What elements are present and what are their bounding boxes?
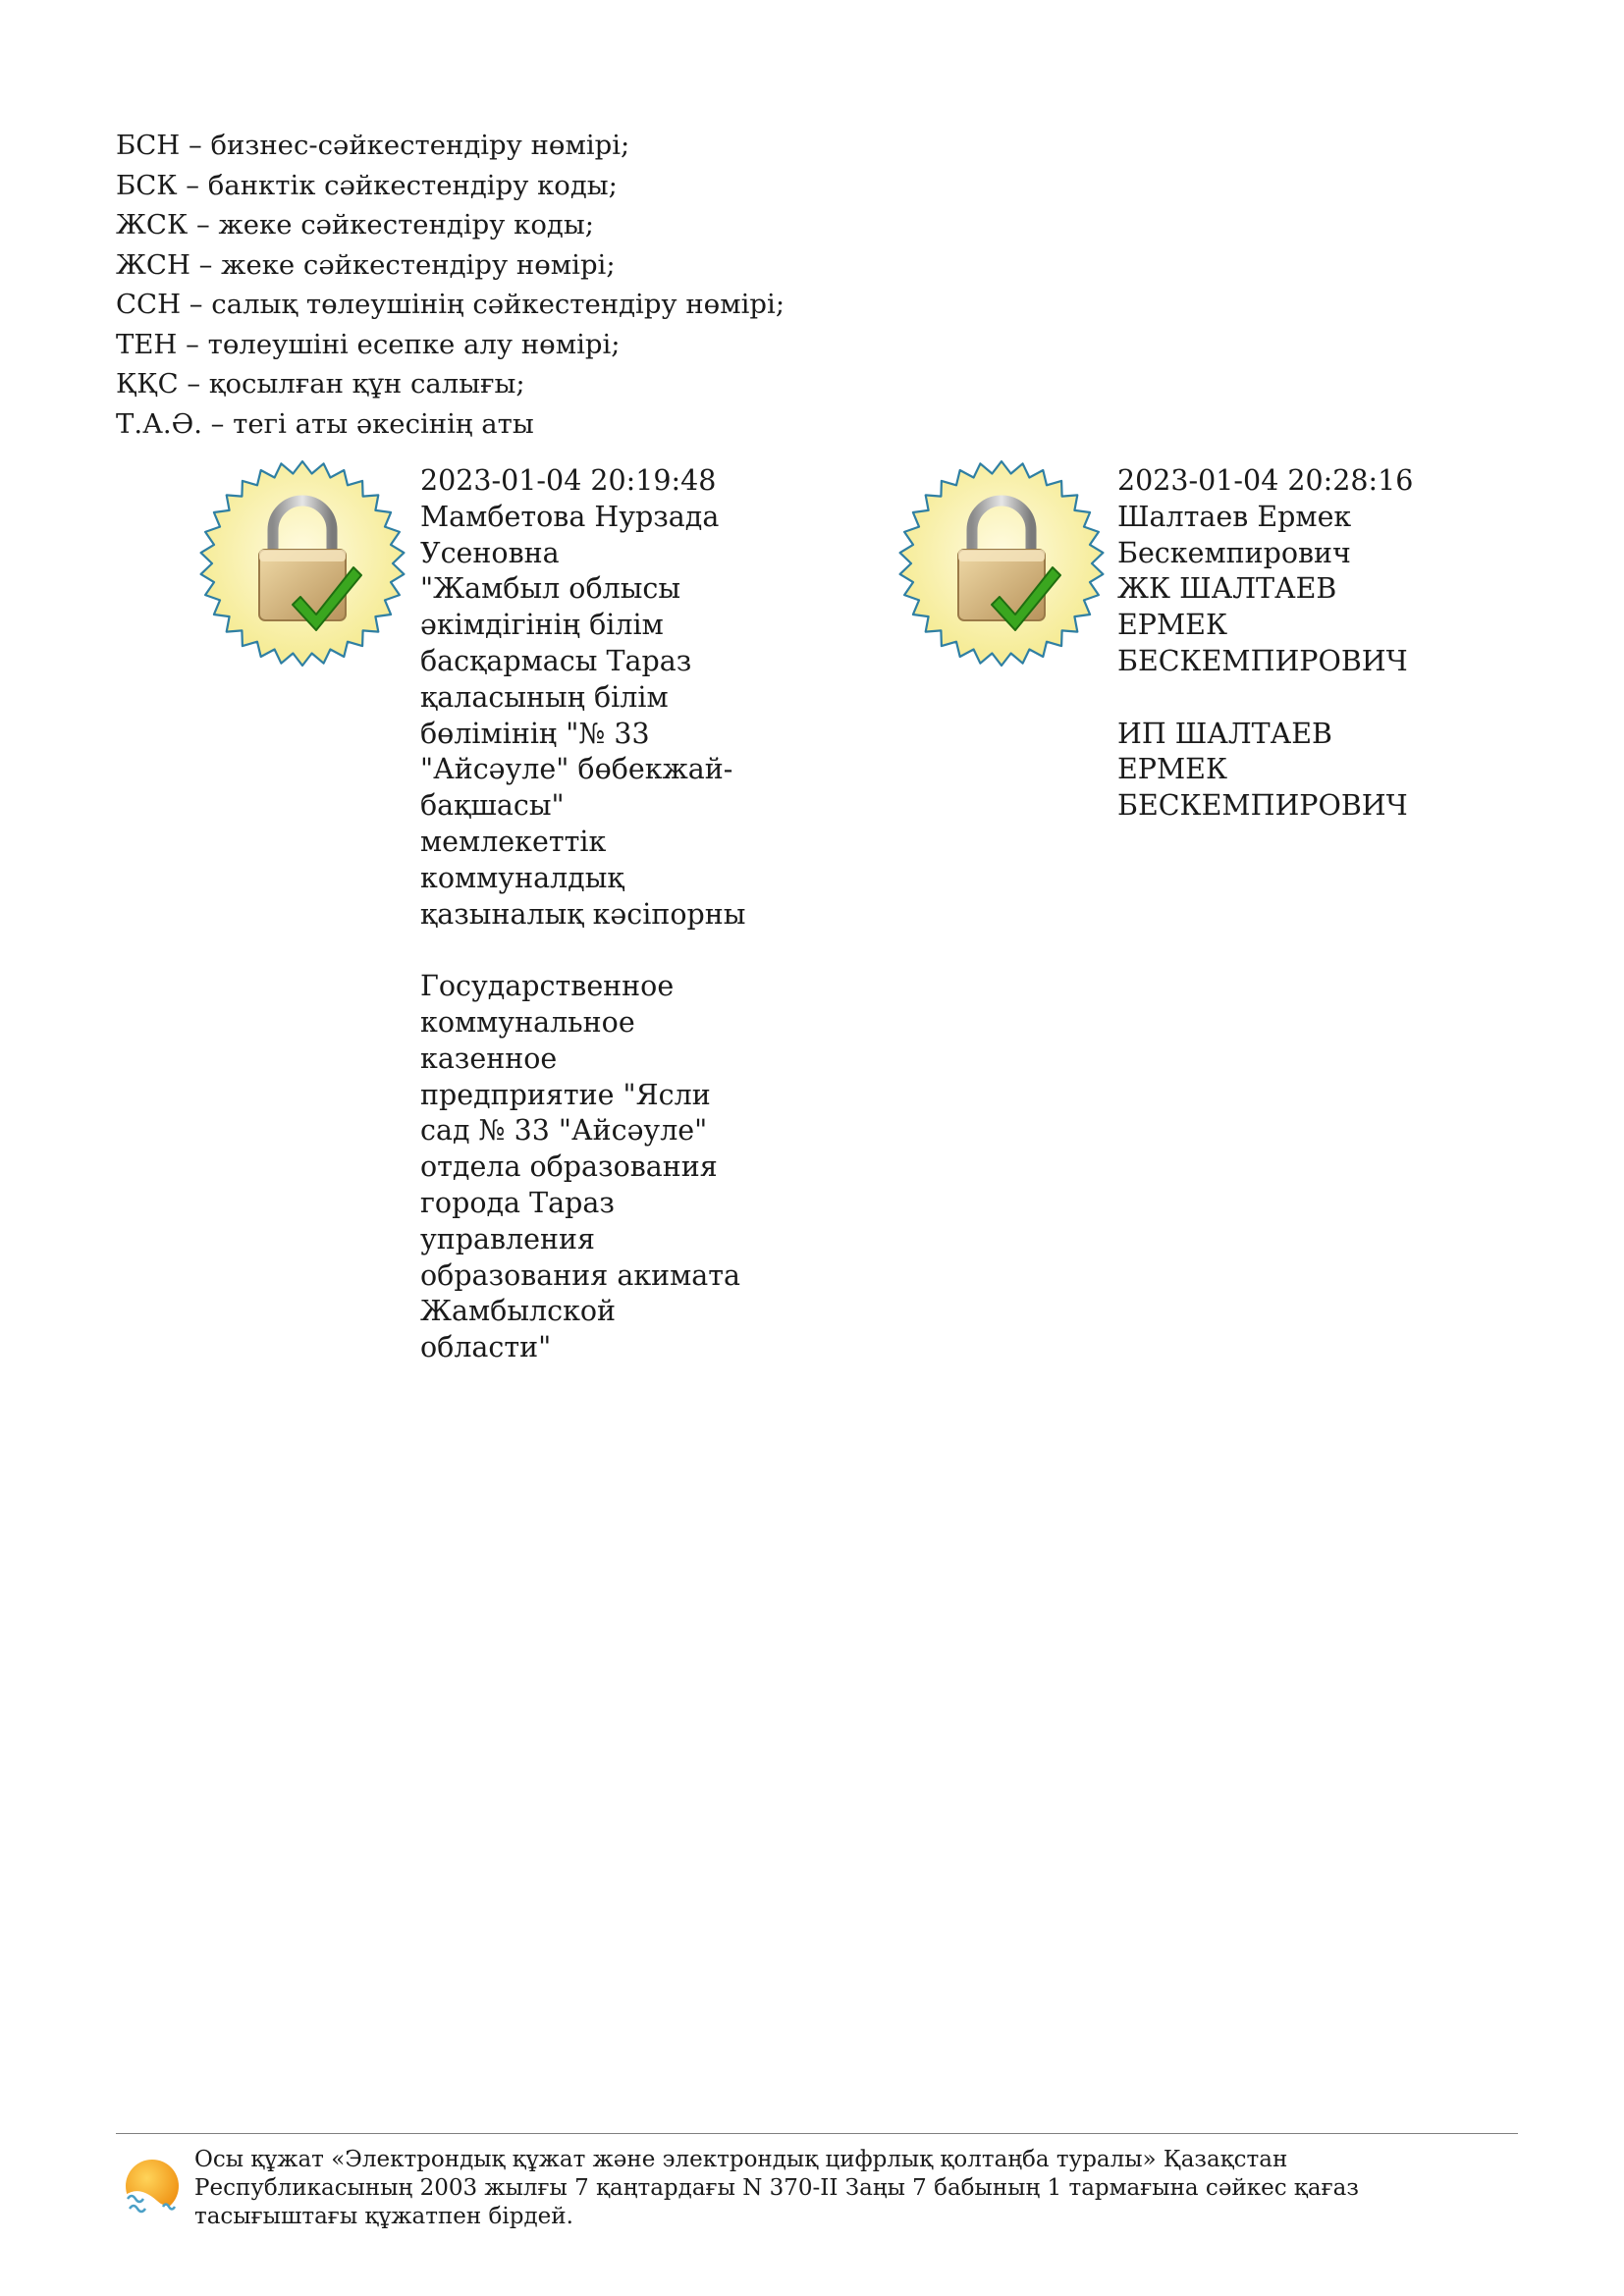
footer-legal-note [194, 2146, 1510, 2231]
footer-line: тасығыштағы құжатпен бірдей. [194, 2204, 573, 2229]
org-kz-line: қазыналық кәсіпорны [420, 897, 746, 931]
egov-sun-logo-icon [120, 2156, 185, 2220]
signature-timestamp: 2023-01-04 20:19:48 [420, 464, 717, 497]
abbreviation-item: БСК – банктік сәйкестендіру коды; [116, 169, 618, 201]
footer-line: Республикасының 2003 жылғы 7 қаңтардағы N 370-II Заңы 7 бабының 1 тармағына сәйкес қағаз [194, 2175, 1359, 2201]
abbreviation-item: БСН – бизнес-сәйкестендіру нөмірі; [116, 130, 630, 161]
abbreviations-list [116, 126, 785, 444]
signer-name-line: Усеновна [420, 536, 560, 569]
padlock-check-seal-icon [893, 454, 1110, 669]
org-ru-line: образования акимата [420, 1258, 741, 1292]
abbreviation-item: ҚҚС – қосылған құн салығы; [116, 368, 525, 400]
org-kz-line: мемлекеттік [420, 825, 607, 858]
org-kz-line: коммуналдық [420, 861, 624, 894]
signer-name-line: Бескемпирович [1117, 536, 1351, 569]
abbreviation-item: Т.А.Ә. – тегі аты әкесінің аты [116, 407, 534, 440]
padlock-check-seal-icon [194, 454, 410, 669]
org-ru-line: ЕРМЕК [1117, 753, 1228, 786]
line-gap [420, 933, 754, 969]
org-ru-line: казенное [420, 1041, 558, 1075]
signature-timestamp: 2023-01-04 20:28:16 [1117, 464, 1414, 497]
org-ru-line: управления [420, 1222, 595, 1255]
signature-details [1117, 463, 1530, 825]
org-ru-line: города Тараз [420, 1186, 615, 1219]
signer-name-line: Мамбетова Нурзада [420, 500, 720, 533]
org-ru-line: ИП ШАЛТАЕВ [1117, 717, 1332, 750]
org-kz-line: БЕСКЕМПИРОВИЧ [1117, 644, 1408, 677]
org-kz-line: әкімдігінің білім [420, 609, 664, 642]
org-kz-line: ЖК ШАЛТАЕВ [1117, 572, 1337, 606]
org-kz-line: ЕРМЕК [1117, 609, 1228, 642]
org-ru-line: отдела образования [420, 1150, 718, 1184]
org-kz-line: "Жамбыл облысы [420, 572, 681, 606]
abbreviation-item: ЖСК – жеке сәйкестендіру коды; [116, 209, 594, 240]
line-gap [1117, 680, 1530, 717]
org-ru-line: Государственное [420, 970, 675, 1003]
org-kz-line: бөлімінің "№ 33 [420, 717, 650, 750]
org-ru-line: Жамбылской [420, 1295, 617, 1328]
org-ru-line: сад № 33 "Айсәуле" [420, 1114, 708, 1148]
abbreviation-item: ТЕН – төлеушіні есепке алу нөмірі; [116, 328, 621, 360]
signer-name-line: Шалтаев Ермек [1117, 500, 1352, 533]
org-kz-line: қаласының білім [420, 680, 669, 714]
org-kz-line: басқармасы Тараз [420, 644, 692, 677]
org-ru-line: предприятие "Ясли [420, 1078, 711, 1111]
footer-divider [116, 2133, 1518, 2134]
org-ru-line: БЕСКЕМПИРОВИЧ [1117, 789, 1408, 823]
footer-line: Осы құжат «Электрондық құжат және электрондық цифрлық қолтаңба туралы» Қазақстан [194, 2147, 1288, 2172]
abbreviation-item: ССН – салық төлеушінің сәйкестендіру нөмірі; [116, 289, 785, 320]
signature-details [420, 463, 754, 1366]
org-ru-line: коммунальное [420, 1005, 635, 1039]
org-kz-line: бақшасы" [420, 789, 565, 823]
org-ru-line: области" [420, 1331, 552, 1364]
org-kz-line: "Айсәуле" бөбекжай- [420, 753, 733, 786]
abbreviation-item: ЖСН – жеке сәйкестендіру нөмірі; [116, 248, 616, 281]
